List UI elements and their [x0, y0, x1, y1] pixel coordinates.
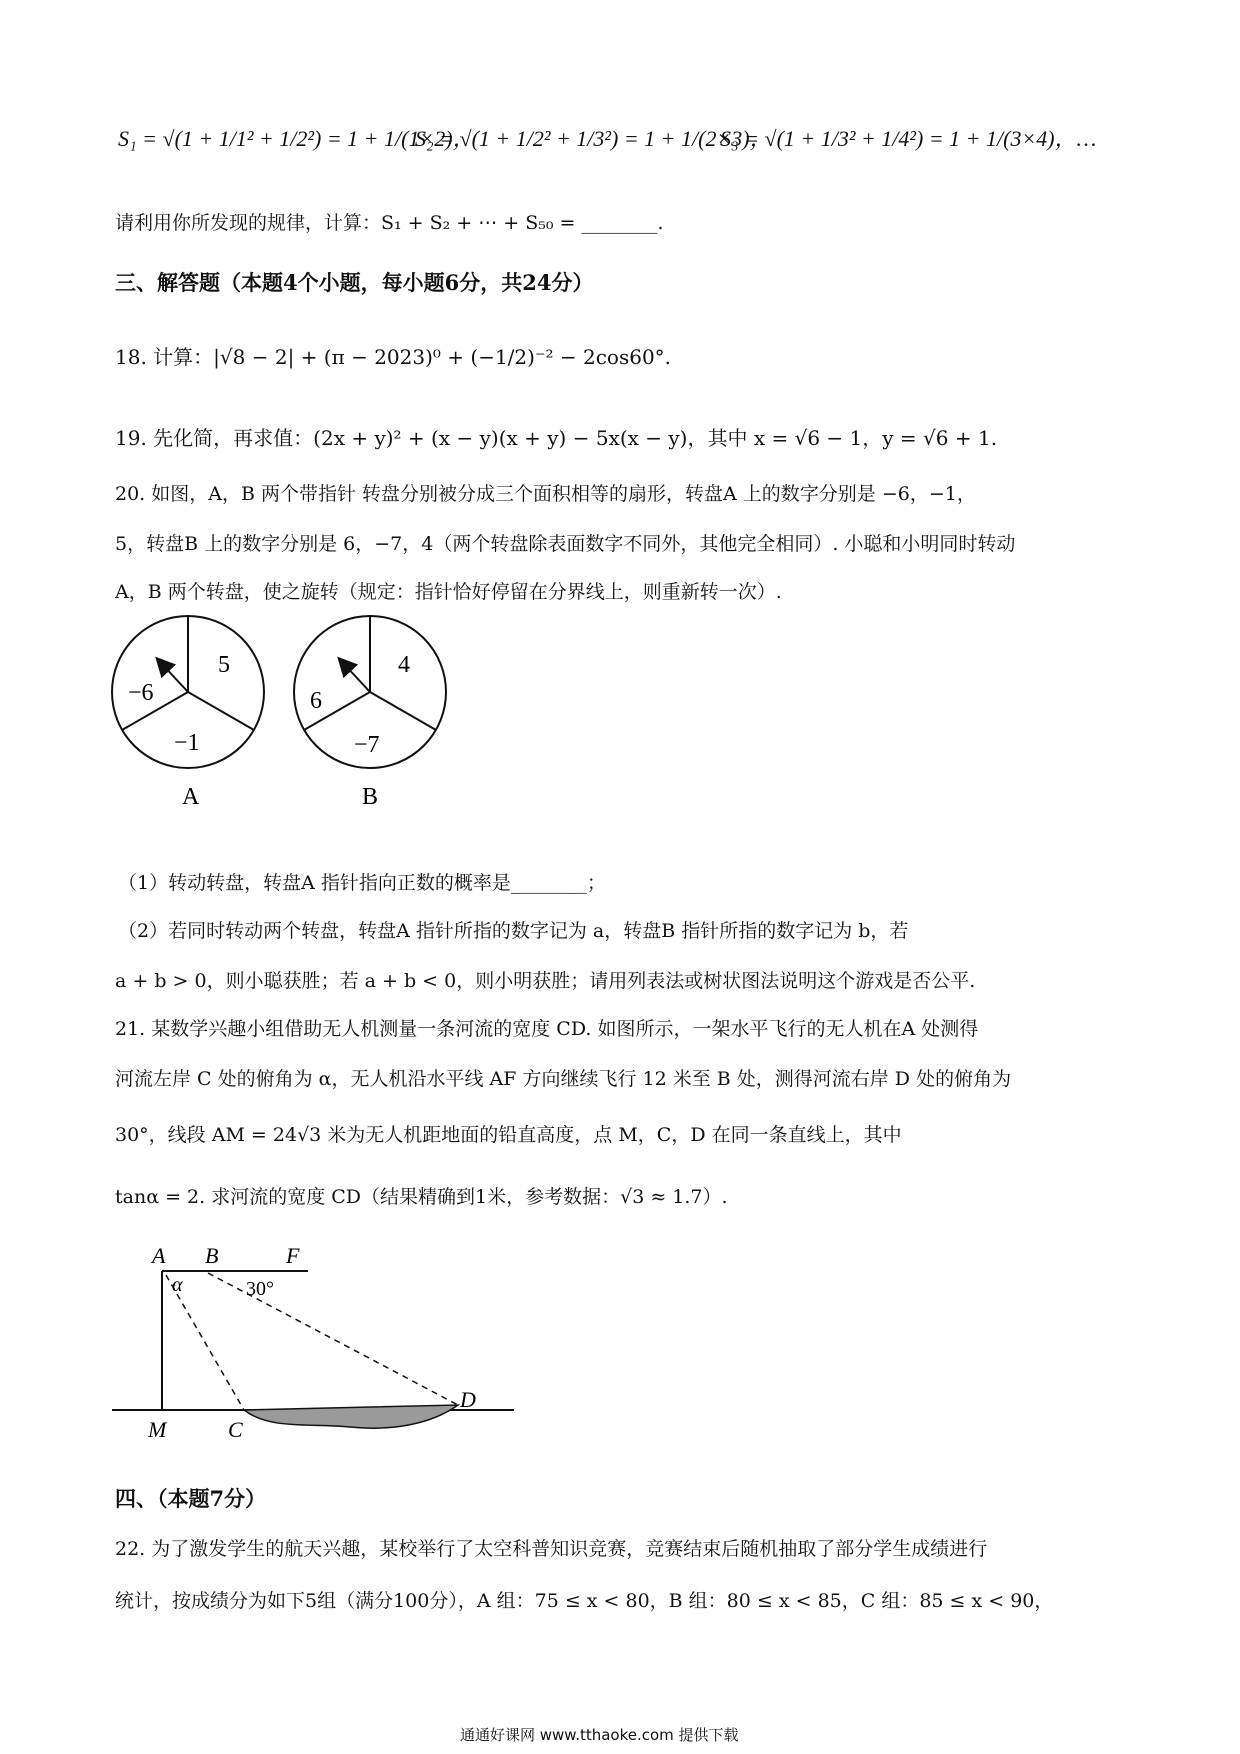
angle-30-label: 30° — [246, 1278, 274, 1300]
spinner-a-num-1: −6 — [128, 680, 154, 706]
angle-alpha-label: α — [172, 1274, 183, 1296]
section3-heading: 三、解答题（本题4个小题，每小题6分，共24分） — [115, 270, 594, 295]
spinner-b-num-3: −7 — [354, 732, 380, 758]
point-b-label: B — [205, 1245, 219, 1268]
q21-line1: 21. 某数学兴趣小组借助无人机测量一条河流的宽度 CD. 如图所示，一架水平飞行的无人机在A 处测得 — [115, 1018, 979, 1040]
point-f-label: F — [286, 1245, 300, 1268]
spinner-b-num-2: 4 — [398, 652, 410, 678]
spinner-b-pointer-icon — [344, 664, 370, 692]
point-m-label: M — [148, 1417, 167, 1442]
spinner-b-num-1: 6 — [310, 688, 322, 714]
q20-part2-line1: （2）若同时转动两个转盘，转盘A 指针所指的数字记为 a，转盘B 指针所指的数字记为 b，若 — [118, 920, 909, 942]
q20-line1: 20. 如图，A，B 两个带指针 转盘分别被分成三个面积相等的扇形，转盘A 上的数字分别是 −6，−1， — [115, 483, 976, 505]
q21-line3: 30°，线段 AM = 24√3 米为无人机距地面的铅直高度，点 M，C，D 在同一条直线上，其中 — [115, 1124, 902, 1146]
spinner-a-pointer-icon — [162, 664, 188, 692]
q22-line1: 22. 为了激发学生的航天兴趣，某校举行了太空科普知识竞赛，竞赛结束后随机抽取了部分学生成绩进行 — [115, 1538, 988, 1560]
pattern-s3: S₃ = √(1 + 1/3² + 1/4²) = 1 + 1/(3×4)，… — [720, 126, 1097, 151]
q22-line2: 统计，按成绩分为如下5组（满分100分），A 组：75 ≤ x < 80，B 组：80 ≤ x < 85，C 组：85 ≤ x < 90， — [115, 1590, 1054, 1612]
spinner-a — [112, 616, 264, 810]
spinner-a-label: A — [182, 784, 200, 810]
q20-part1: （1）转动转盘，转盘A 指针指向正数的概率是________； — [118, 872, 606, 894]
spinner-a-num-2: 5 — [218, 652, 230, 678]
spinner-b-label: B — [362, 784, 379, 810]
point-c-label: C — [228, 1417, 243, 1442]
section4-heading: 四、（本题7分） — [115, 1486, 267, 1511]
point-a-label: A — [152, 1245, 166, 1268]
river-figure — [110, 1245, 530, 1455]
river-shape — [244, 1405, 458, 1428]
spinner-a-num-3: −1 — [174, 730, 200, 756]
q18-text: 18. 计算：|√8 − 2| + (π − 2023)⁰ + (−1/2)⁻² − 2cos60°. — [115, 345, 672, 369]
q19-text: 19. 先化简，再求值：(2x + y)² + (x − y)(x + y) − 5x(x − y)，其中 x = √6 − 1，y = √6 + 1. — [115, 426, 998, 450]
q21-line4: tanα = 2. 求河流的宽度 CD（结果精确到1米，参考数据：√3 ≈ 1.7）. — [115, 1186, 728, 1208]
point-d-label: D — [460, 1387, 476, 1412]
q20-part2-line2: a + b > 0，则小聪获胜；若 a + b < 0，则小明获胜；请用列表法或树状图法说明这个游戏是否公平. — [115, 970, 976, 992]
page-footer: 通通好课网 www.tthaoke.com 提供下载 — [460, 1726, 739, 1744]
pattern-question: 请利用你所发现的规律，计算：S₁ + S₂ + ⋯ + S₅₀ = ________. — [115, 212, 664, 234]
q21-line2: 河流左岸 C 处的俯角为 α，无人机沿水平线 AF 方向继续飞行 12 米至 B 处，测得河流右岸 D 处的俯角为 — [115, 1068, 1012, 1090]
pattern-s1: S₁ = √(1 + 1/1² + 1/2²) = 1 + 1/(1×2)， — [118, 126, 475, 151]
q20-line2: 5，转盘B 上的数字分别是 6，−7，4（两个转盘除表面数字不同外，其他完全相同）. 小聪和小明同时转动 — [115, 533, 1016, 555]
spinner-figure — [100, 612, 500, 812]
pattern-s2: S₂ = √(1 + 1/2² + 1/3²) = 1 + 1/(2×3)， — [415, 126, 772, 151]
spinner-b — [294, 616, 446, 810]
q20-line3: A，B 两个转盘，使之旋转（规定：指针恰好停留在分界线上，则重新转一次）. — [115, 581, 782, 603]
